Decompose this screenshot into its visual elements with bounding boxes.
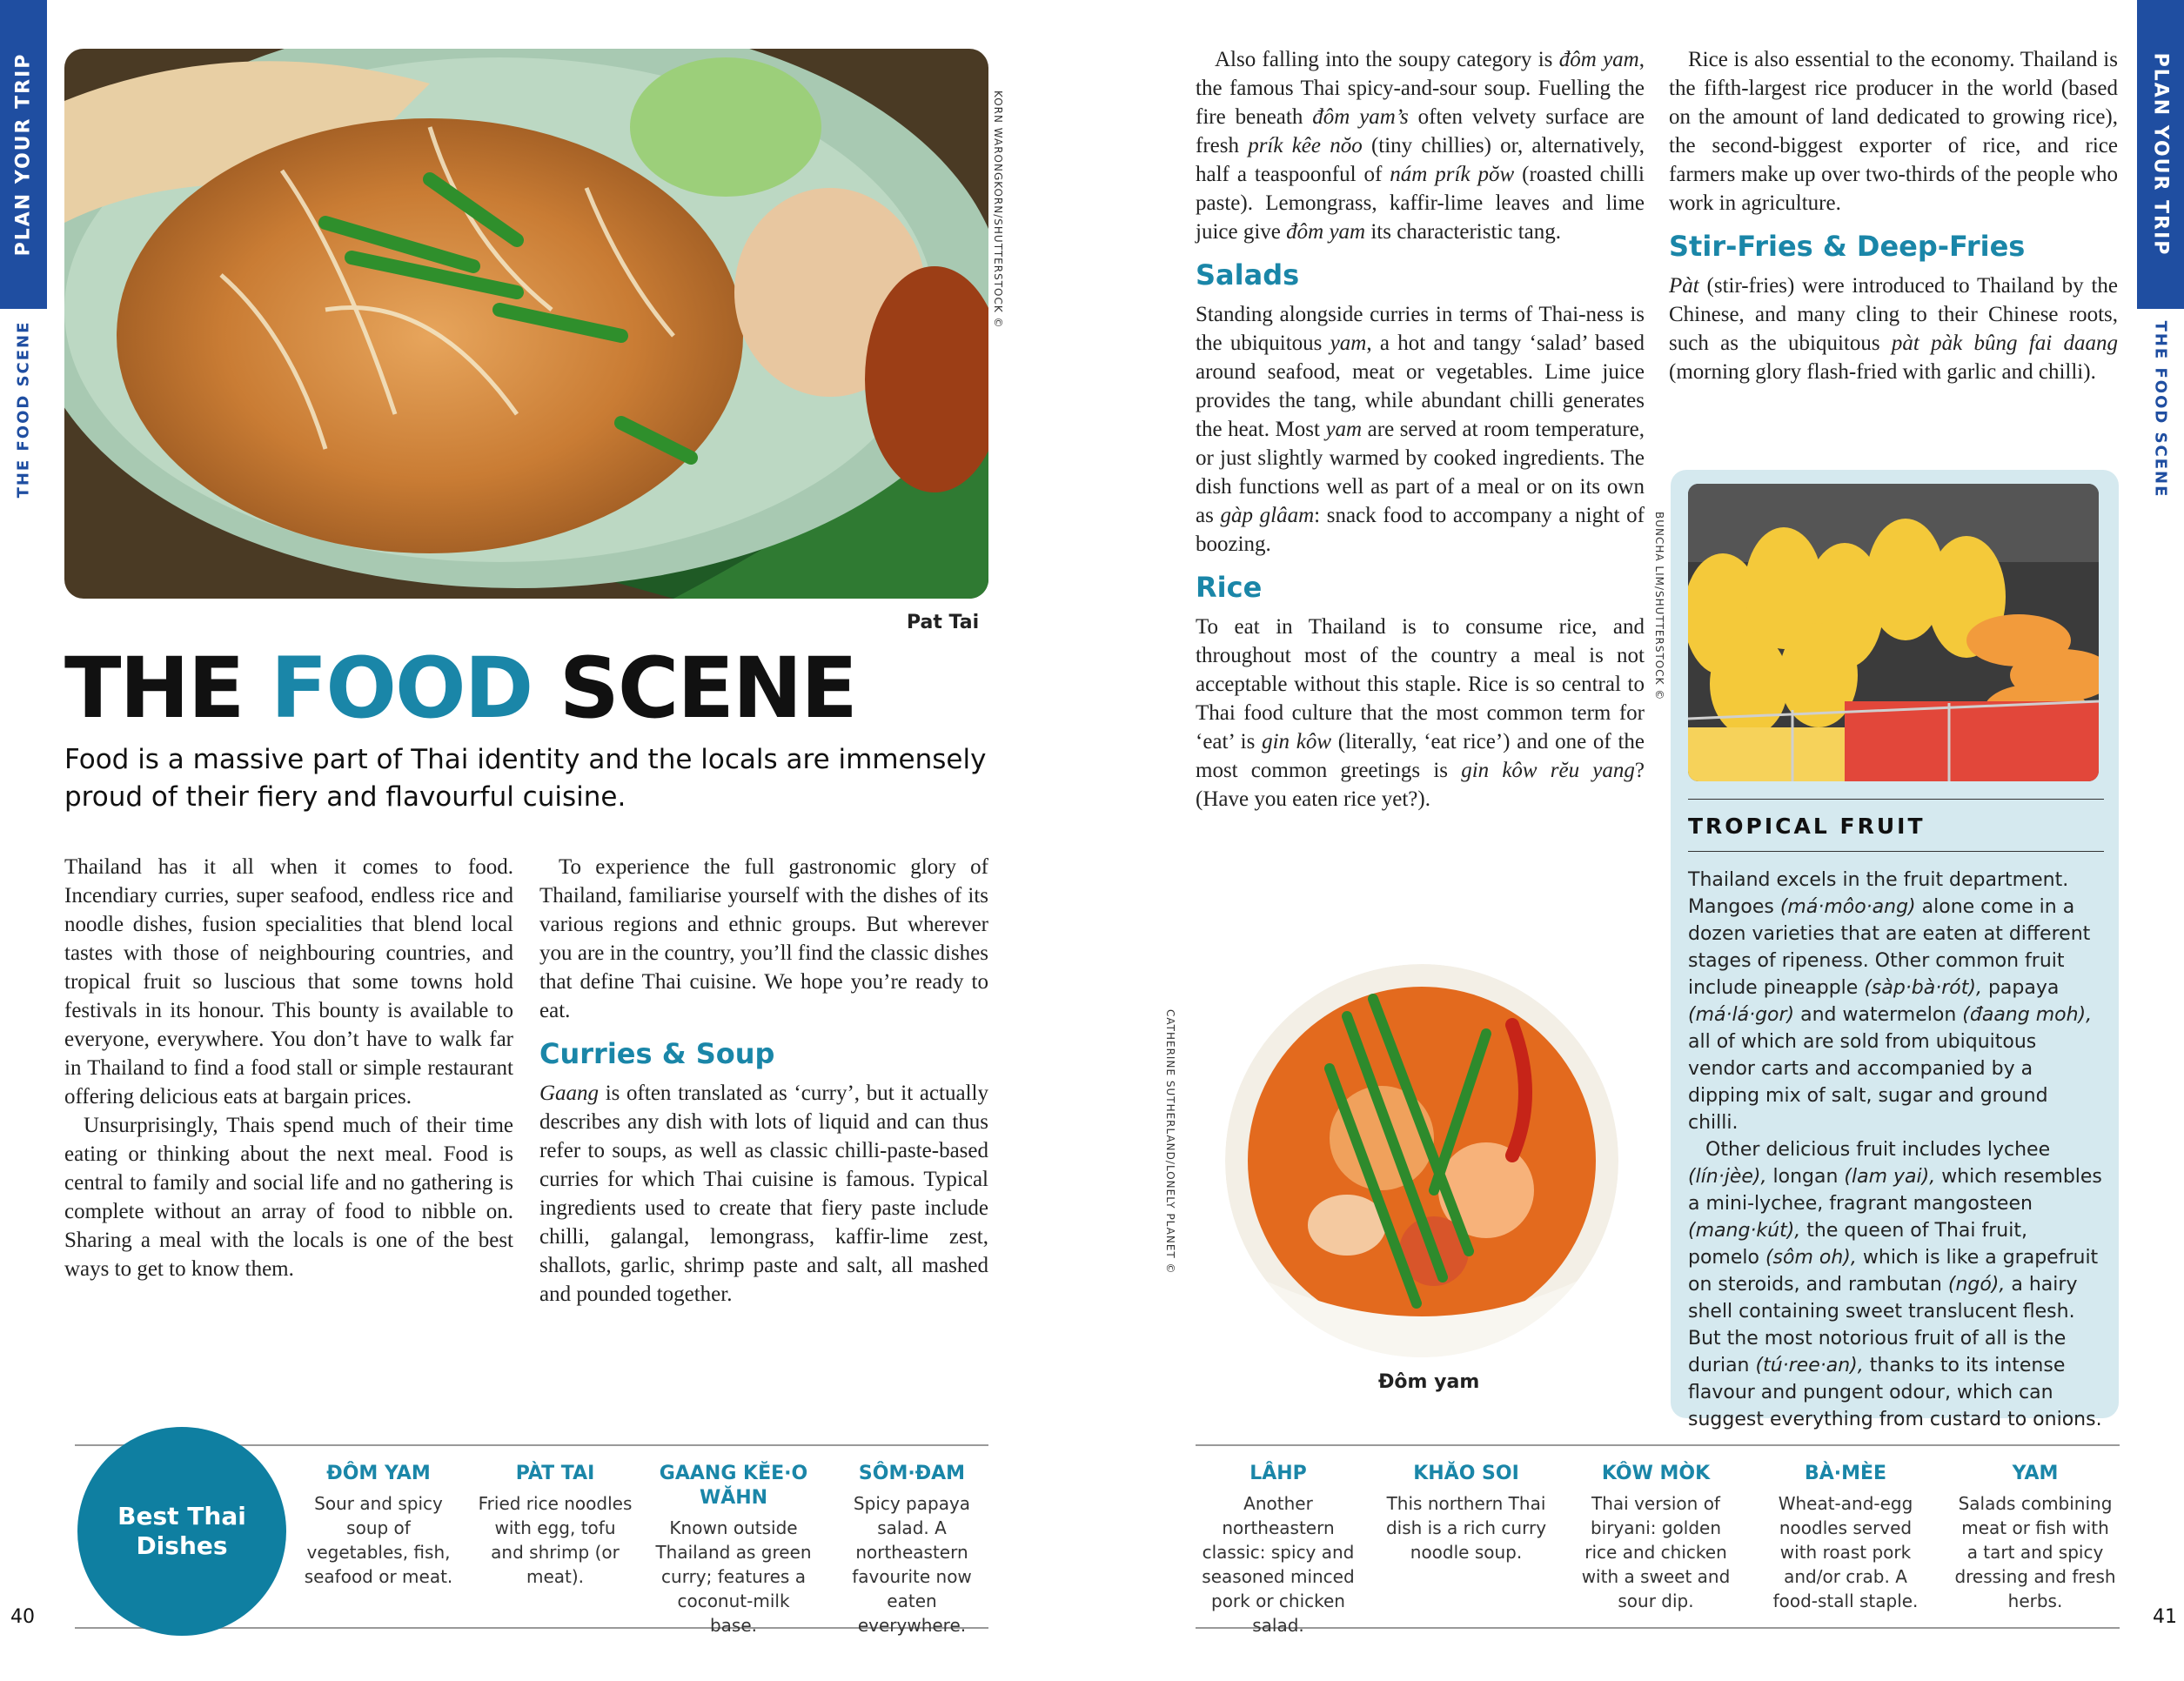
dom-yam-photo bbox=[1225, 964, 1618, 1357]
side-tab-plan-your-trip-right: PLAN YOUR TRIP bbox=[2137, 0, 2184, 309]
dish-item: SÔM·ĐAM Spicy papaya salad. A northeastern favourite now eaten everywhere. bbox=[852, 1463, 972, 1636]
strip-divider-top-right bbox=[1196, 1444, 2120, 1446]
caption-pat-tai: Pat Tai bbox=[907, 612, 980, 633]
body-column-2: To experience the full gastronomic glory of Thailand, familiarise yourself with the dishes of its various regions and ethnic groups. But wherever you are in the country, you’ll find the classic dishes that define Thai cuisine. We hope you’re ready to eat. Curries & Soup Gaang is often translated as ‘curry’, but it actually describes any dish with lots of liquid and can thus refer to soups, as well as classic chilli-paste-based curries for which Thai cuisine is famous. Typical ingredients used to create that fiery paste include chilli, galangal, lemongrass, kaffir-lime zest, shallots, garlic, shrimp paste and salt, all mashed and pounded together. bbox=[539, 855, 988, 1306]
pat-tai-illustration bbox=[64, 49, 988, 599]
pat-tai-photo bbox=[64, 49, 988, 599]
side-tab-plan-your-trip-left: PLAN YOUR TRIP bbox=[0, 0, 47, 309]
page-number-left: 40 bbox=[10, 1606, 35, 1628]
dish-item: YAM Salads combining meat or fish with a tart and spicy dressing and fresh herbs. bbox=[1954, 1463, 2116, 1611]
heading-salads: Salads bbox=[1196, 258, 1300, 291]
tropical-fruit-heading: TROPICAL FRUIT bbox=[1688, 799, 2104, 852]
heading-rice: Rice bbox=[1196, 571, 1263, 604]
dish-item: PÀT TAI Fried rice noodles with egg, tofu and shrimp (or meat). bbox=[478, 1463, 633, 1587]
dish-item: BÀ·MÈE Wheat-and-egg noodles served with roast pork and/or crab. A food-stall staple. bbox=[1772, 1463, 1919, 1611]
body-column-1: Thailand has it all when it comes to food. Incendiary curries, super seafood, endless rice and noodle dishes, fusion specialities that blend local tastes with those of neighbouring countries, and tropical fruit so luscious that some towns hold festivals in its honour. This bounty is available to everyone, everywhere. You don’t have to walk far in Thailand to find a food stall or simple restaurant offering delicious eats at bargain prices. Unsurprisingly, Thais spend much of their time eating or thinking about the next meal. Food is central to family and social life and no gathering is complete without an array of food to nibble on. Sharing a meal with the locals is one of the best ways to get to know them. bbox=[64, 855, 513, 1281]
dish-item: LÂHP Another northeastern classic: spicy and seasoned minced pork or chicken salad. bbox=[1202, 1463, 1355, 1636]
fruit-illustration bbox=[1688, 484, 2099, 781]
body-column-3: Also falling into the soupy category is đôm yam, the famous Thai spicy-and-sour soup. Fuelling the fire beneath đôm yam’s often velvety surface are fresh prík kêe nŏo (tiny chillies) or, alternatively, half a teaspoonful of nám prík pŏw (roasted chilli paste). Lemongrass, kaffir-lime leaves and lime juice give đôm yam its characteristic tang. Salads Standing alongside curries in terms of Thai-ness is the ubiquitous yam, a hot and tangy ‘salad’ based around seafood, meat or vegetables. Lime juice provides the tang, while abundant chilli generates the heat. Most yam are served at room temperature, or just slightly warmed by cooked ingredients. The dish functions well as part of a meal or on its own as gàp glâam: snack food to accompany a night of boozing. Rice To eat in Thailand is to consume rice, and throughout most of the country a meal is not acceptable without this staple. Rice is so central to Thai food culture that the most common term for ‘eat’ is gin kôw (literally, ‘eat rice’) and one of the most common greetings is gin kôw rĕu yang? (Have you eaten rice yet?). bbox=[1196, 48, 1645, 811]
page-title: THE FOOD SCENE bbox=[64, 640, 856, 737]
dish-item: KHĂO SOI This northern Thai dish is a rich curry noodle soup. bbox=[1385, 1463, 1547, 1563]
body-column-4: Rice is also essential to the economy. Thailand is the fifth-largest rice producer in the world (based on the amount of land dedicated to growing rice), the second-biggest exporter of rice, and rice farmers make up over two-thirds of the people who work in agriculture. Stir-Fries & Deep-Fries Pàt (stir-fries) were introduced to Thailand by the Chinese, and many cling to their Chinese roots, such as the ubiquitous pàt pàk bûng fai daang (morning glory flash-fried with garlic and chilli). bbox=[1669, 48, 2119, 384]
photo-credit-pat-tai: KORN WARONGKORN/SHUTTERSTOCK © bbox=[992, 90, 1004, 329]
dish-item: GAANG KĔE·O WĂHN Known outside Thailand as green curry; features a coconut-milk base. bbox=[655, 1463, 812, 1636]
heading-curries-soup: Curries & Soup bbox=[539, 1037, 775, 1070]
photo-credit-dom-yam: CATHERINE SUTHERLAND/LONELY PLANET © bbox=[1164, 1009, 1176, 1275]
caption-dom-yam: Đôm yam bbox=[1378, 1371, 1480, 1393]
photo-credit-fruit: BUNCHA LIM/SHUTTERSTOCK © bbox=[1653, 512, 1665, 701]
dom-yam-illustration bbox=[1225, 964, 1618, 1357]
side-tab-food-scene-left: THE FOOD SCENE bbox=[14, 320, 33, 498]
dish-item: KÔW MÒK Thai version of biryani: golden rice and chicken with a sweet and sour dip. bbox=[1581, 1463, 1731, 1611]
intro-text: Food is a massive part of Thai identity and the locals are immensely proud of their fiery and flavourful cuisine. bbox=[64, 744, 987, 813]
best-thai-dishes-badge: Best Thai Dishes bbox=[77, 1427, 286, 1636]
fruit-photo bbox=[1688, 484, 2099, 781]
title-accent: FOOD bbox=[270, 640, 533, 737]
page-number-right: 41 bbox=[2153, 1606, 2177, 1628]
tropical-fruit-text: Thailand excels in the fruit department. Mangoes (má·môo·ang) alone come in a dozen varieties that are eaten at different stages of ripeness. Other common fruit include pineapple (sàp·bà·rót), papaya (má·lá·gor) and watermelon (đaang moh), all of which are sold from ubiquitous vendor carts and accompanied by a dipping mix of salt, sugar and ground chilli. Other delicious fruit includes lychee (lín·jèe), longan (lam yai), which resembles a mini-lychee, fragrant mangosteen (mang·kút), the queen of Thai fruit, pomelo (sôm oh), which is like a grapefruit on steroids, and rambutan (ngó), a hairy shell containing sweet translucent flesh. But the most notorious fruit of all is the durian (tú·ree·an), thanks to its intense flavour and pungent odour, which can suggest everything from custard to onions. bbox=[1688, 869, 2102, 1430]
side-tab-food-scene-right: THE FOOD SCENE bbox=[2151, 320, 2170, 498]
dish-item: ĐÔM YAM Sour and spicy soup of vegetables, fish, seafood or meat. bbox=[304, 1463, 453, 1587]
heading-stir-fries: Stir-Fries & Deep-Fries bbox=[1669, 230, 2026, 263]
